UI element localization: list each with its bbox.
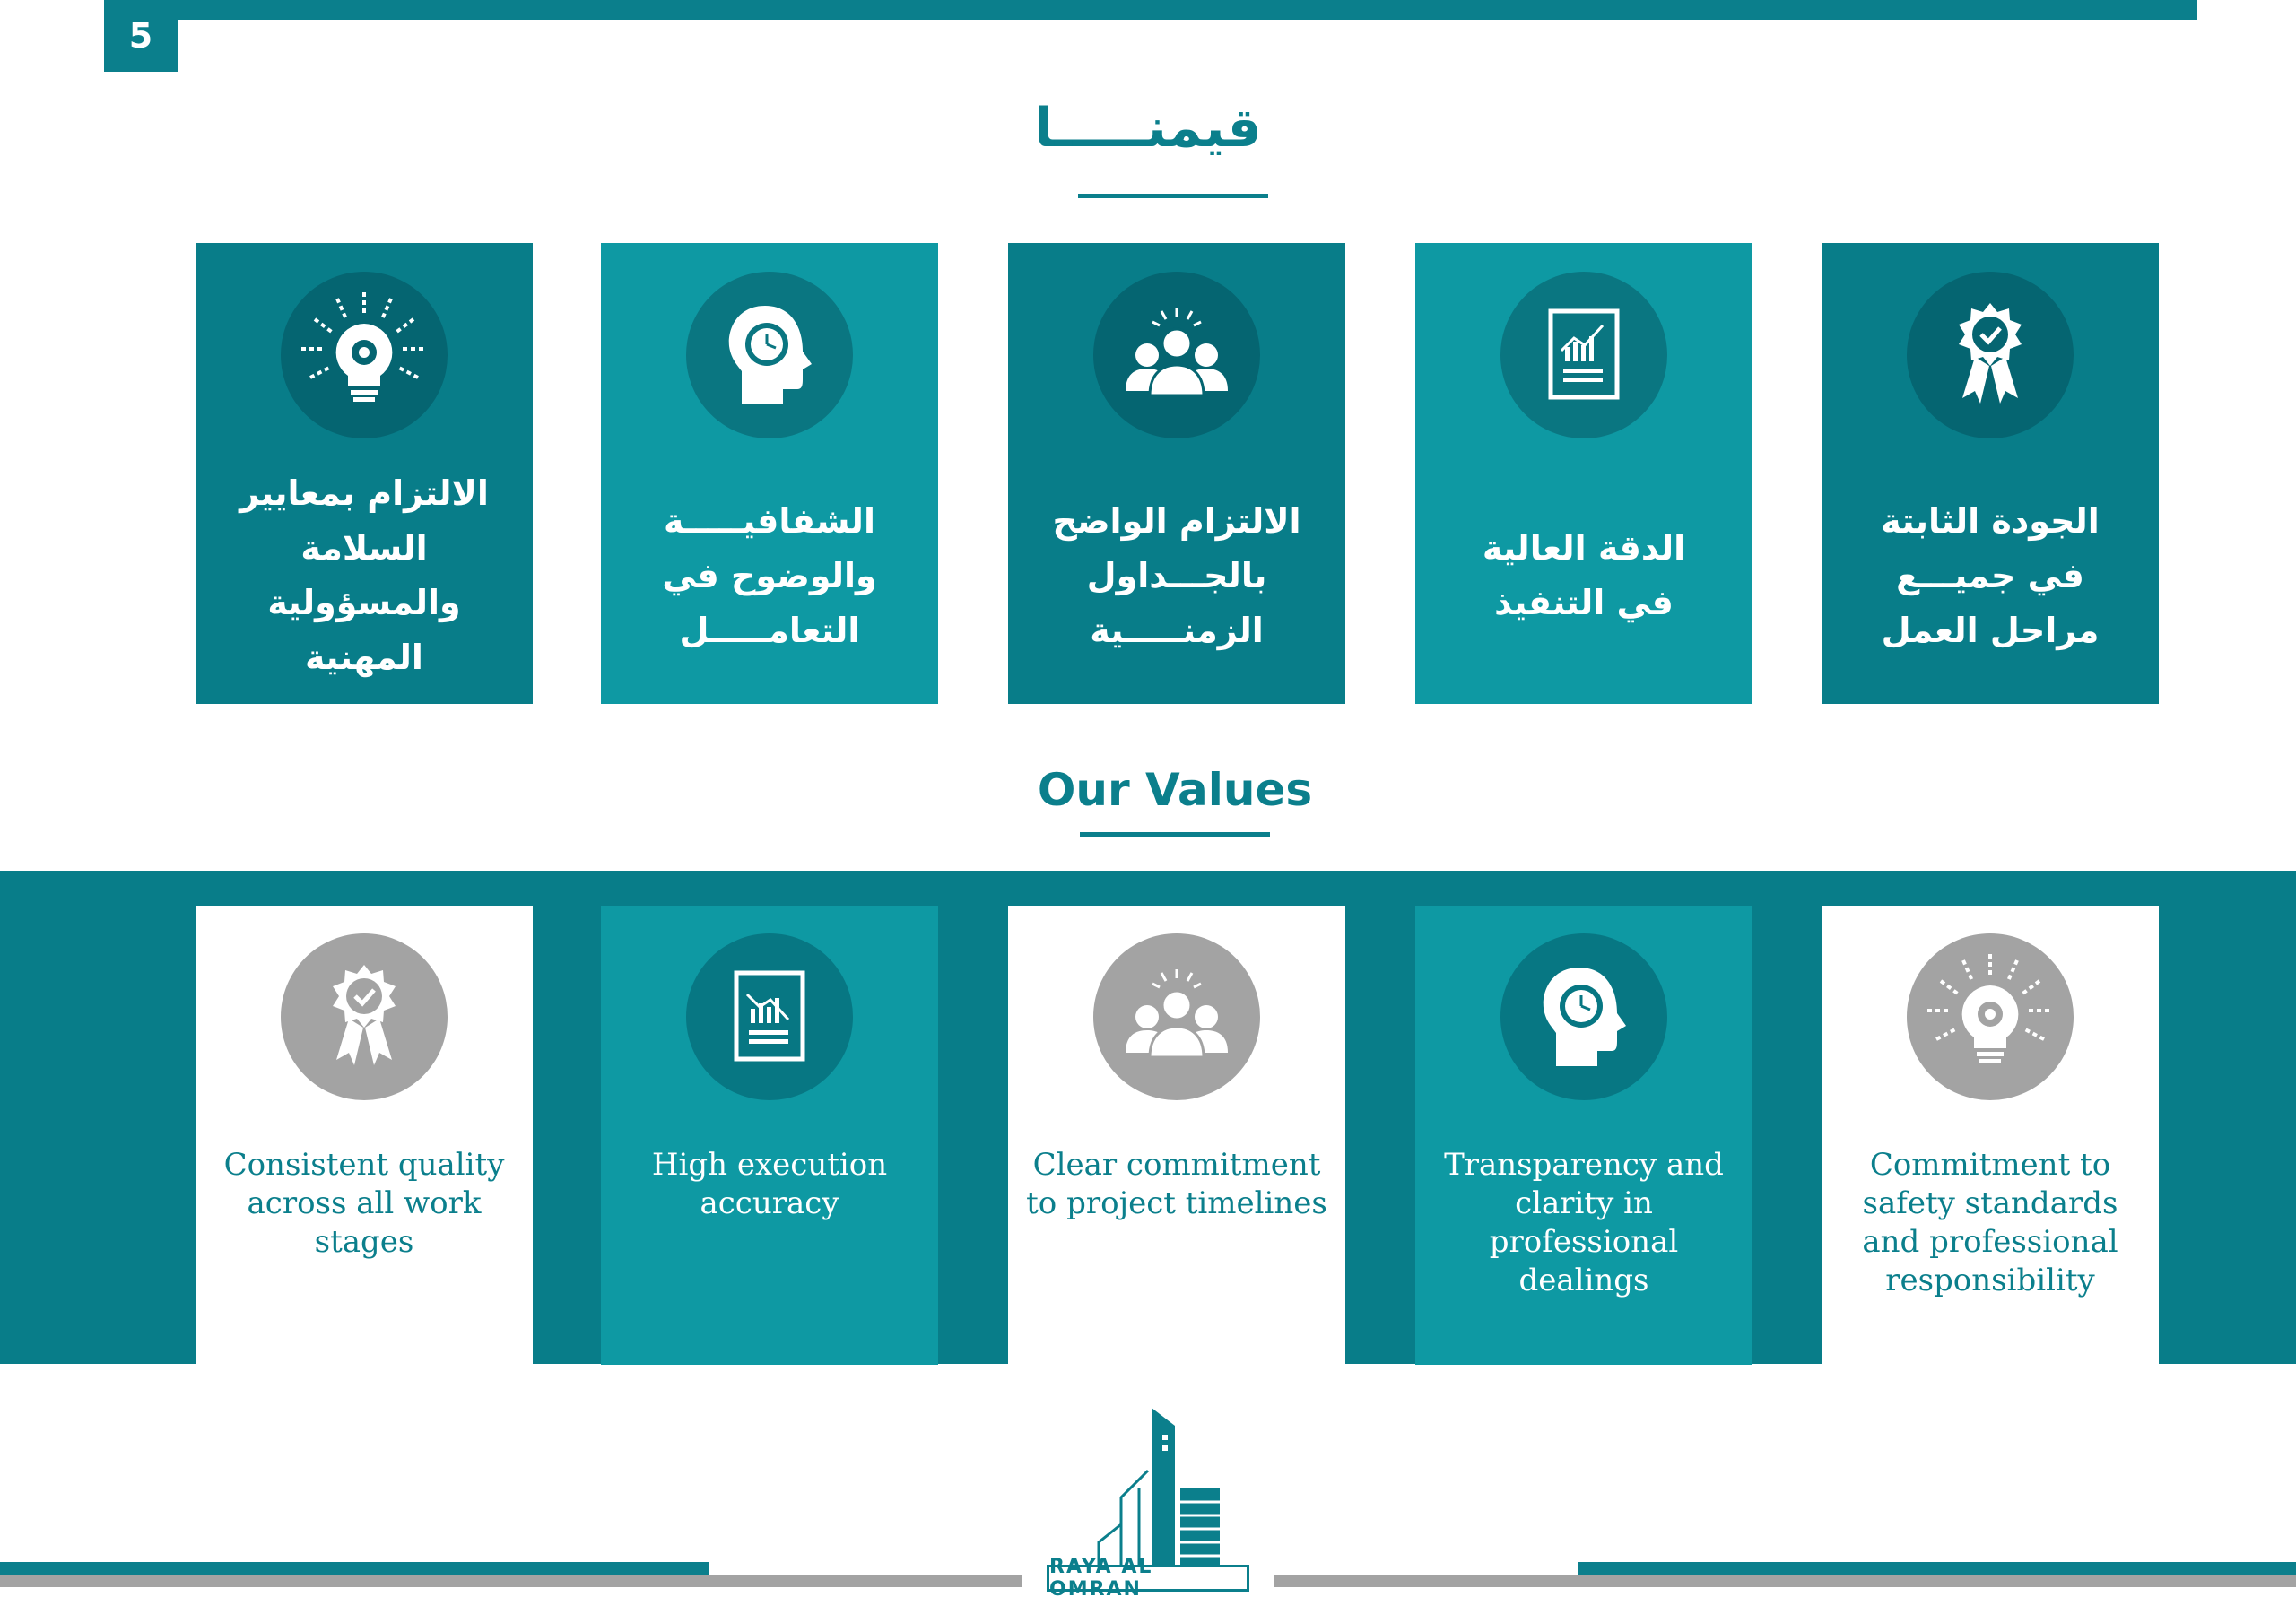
- team-idea-icon: [1093, 933, 1260, 1100]
- english-value-card: [1822, 906, 2159, 1365]
- english-value-card: [1415, 906, 1752, 1365]
- arabic-value-text: الالتزام الواضح بالجـــداول الزمنـــــية: [1052, 500, 1301, 650]
- arabic-value-card: [1008, 243, 1345, 704]
- arabic-value-text: الشفافيـــــة والوضوح في التعامـــــل: [662, 500, 877, 650]
- quality-badge-icon: [281, 933, 448, 1100]
- english-value-text: Commitment to safety standards and professional responsibility: [1862, 1147, 2118, 1298]
- footer-line-left-teal: [0, 1562, 709, 1575]
- arabic-value-text: الجودة الثابتة في جميـــع مراحل العمل: [1881, 500, 2100, 650]
- footer-line-right-teal: [1578, 1562, 2296, 1575]
- english-value-text: Transparency and clarity in professional dealings: [1444, 1147, 1724, 1298]
- arabic-value-text: الالتزام بمعايير السلامة والمسؤولية المهنية: [239, 473, 489, 677]
- english-value-text: Consistent quality across all work stages: [223, 1147, 505, 1260]
- footer-line-left-gray: [0, 1575, 1022, 1587]
- quality-badge-icon: [1907, 272, 2074, 438]
- arabic-values-row: [0, 243, 2296, 704]
- english-value-text: Clear commitment to project timelines: [1026, 1147, 1327, 1221]
- team-idea-icon: [1093, 272, 1260, 438]
- arabic-value-card: [1415, 243, 1752, 704]
- company-logo-text: RAYA AL OMRAN: [1047, 1565, 1249, 1592]
- lightbulb-gear-icon: [1907, 933, 2074, 1100]
- english-title: Our Values: [1037, 764, 1313, 816]
- report-chart-icon: [686, 933, 853, 1100]
- report-chart-icon: [1500, 272, 1667, 438]
- english-value-text: High execution accuracy: [651, 1147, 888, 1221]
- english-value-card: [601, 906, 938, 1365]
- arabic-value-card: [601, 243, 938, 704]
- arabic-title-underline: [1078, 194, 1268, 198]
- lightbulb-gear-icon: [281, 272, 448, 438]
- arabic-value-card: [196, 243, 533, 704]
- top-bar: [104, 0, 2197, 20]
- arabic-title: قيمنـــــا: [1034, 97, 1262, 160]
- arabic-value-text: الدقة العالية في التنفيذ: [1482, 528, 1686, 622]
- arabic-value-card: [1822, 243, 2159, 704]
- head-clock-icon: [686, 272, 853, 438]
- footer-line-right-gray: [1274, 1575, 2296, 1587]
- english-title-underline: [1080, 832, 1270, 837]
- page-number: 5: [104, 0, 178, 72]
- english-value-card: [1008, 906, 1345, 1365]
- english-value-card: [196, 906, 533, 1365]
- head-clock-icon: [1500, 933, 1667, 1100]
